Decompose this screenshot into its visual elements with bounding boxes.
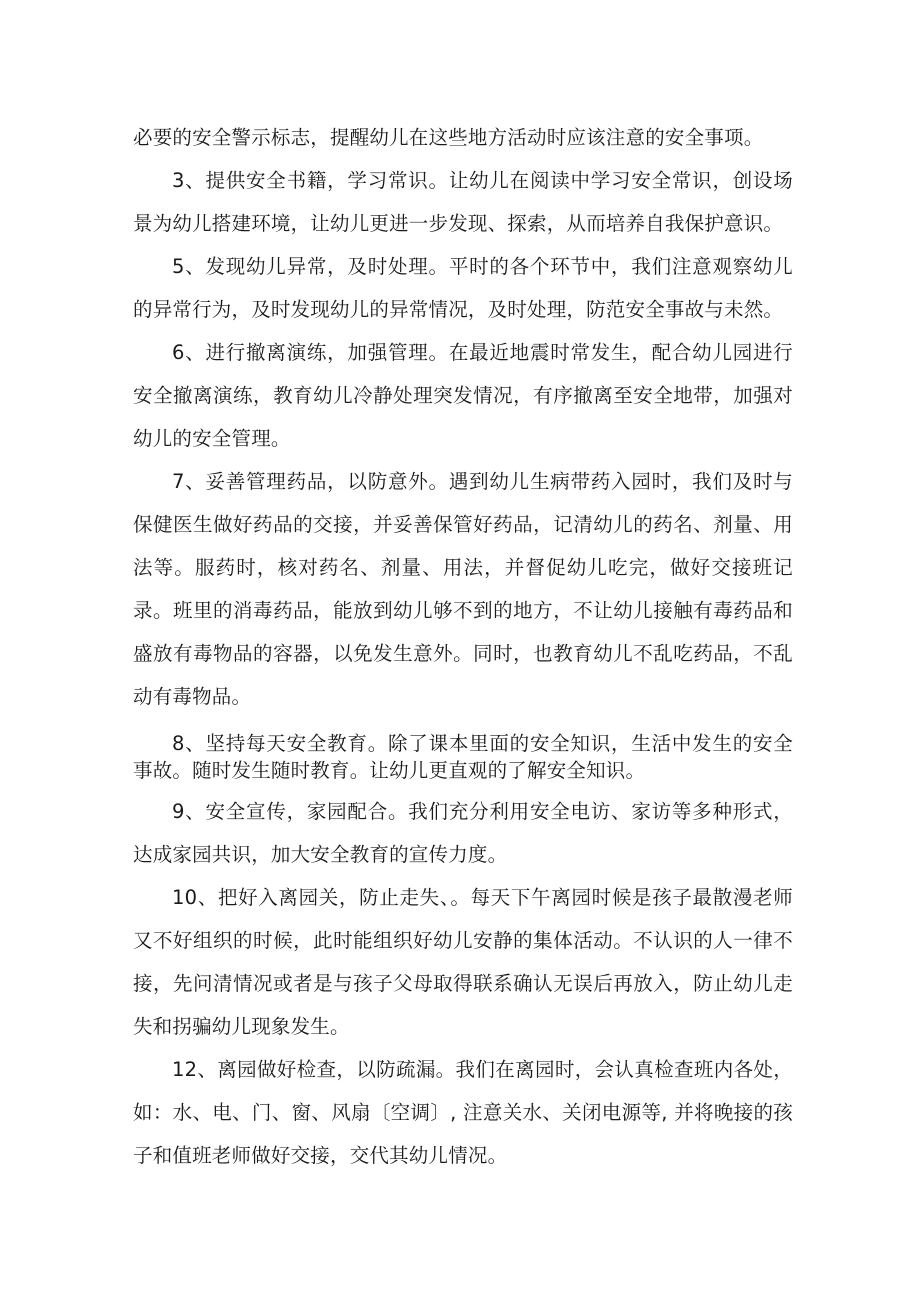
paragraph-item-9: 9、安全宣传，家园配合。我们充分利用安全电访、家访等多种形式，达成家园共识，加大安全教育的宣传力度。 [133, 800, 793, 866]
paragraph-continuation: 必要的安全警示标志，提醒幼儿在这些地方活动时应该注意的安全事项。 [133, 126, 764, 149]
document-body [133, 116, 793, 1177]
paragraph-item-7: 7、妥善管理药品，以防意外。遇到幼儿生病带药入园时，我们及时与保健医生做好药品的交接，并妥善保管好药品，记清幼儿的药名、剂量、用法等。服药时，核对药名、剂量、用法，并督促幼儿吃完，做好交接班记录。班里的消毒药品，能放到幼儿够不到的地方，不让幼儿接触有毒药品和盛放有毒物品的容器，以免发生意外。同时，也教育幼儿不乱吃药品，不乱动有毒物品。 [133, 470, 793, 708]
paragraph-item-3: 3、提供安全书籍，学习常识。让幼儿在阅读中学习安全常识，创设场景为幼儿搭建环境，让幼儿更进一步发现、探索，从而培养自我保护意识。 [133, 169, 793, 235]
paragraph-item-8: 8、坚持每天安全教育。除了课本里面的安全知识，生活中发生的安全事故。随时发生随时教育。让幼儿更直观的了解安全知识。 [133, 732, 793, 782]
paragraph-item-5: 5、发现幼儿异常，及时处理。平时的各个环节中，我们注意观察幼儿的异常行为，及时发现幼儿的异常情况，及时处理，防范安全事故与未然。 [133, 255, 793, 321]
paragraph-item-6: 6、进行撤离演练，加强管理。在最近地震时常发生，配合幼儿园进行安全撤离演练，教育幼儿冷静处理突发情况，有序撤离至安全地带，加强对幼儿的安全管理。 [133, 341, 793, 450]
paragraph-item-12: 12、离园做好检查，以防疏漏。我们在离园时，会认真检查班内各处，如：水、电、门、窗、风扇〔空调〕, 注意关水、关闭电源等, 并将晚接的孩子和值班老师做好交接，交代其幼儿情况。 [133, 1058, 793, 1167]
paragraph-item-10: 10、把好入离园关，防止走失、。每天下午离园时候是孩子最散漫老师又不好组织的时候，此时能组织好幼儿安静的集体活动。不认识的人一律不接，先问清情况或者是与孩子父母取得联系确认无误后再放入，防止幼儿走失和拐骗幼儿现象发生。 [133, 886, 793, 1038]
